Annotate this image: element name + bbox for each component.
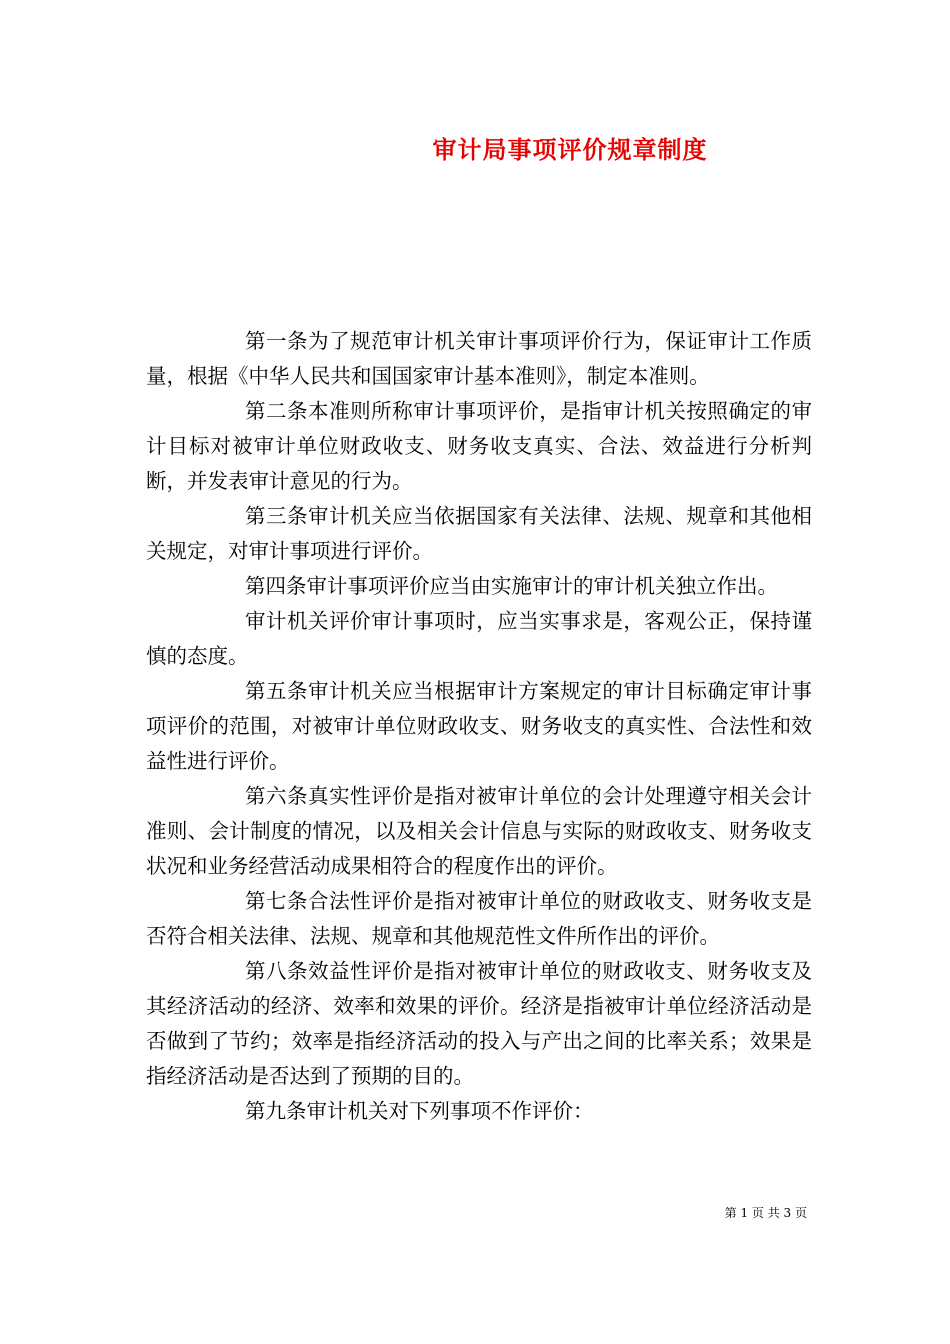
page-number-footer: 第 1 页 共 3 页 (724, 1206, 807, 1220)
paragraph-article-5: 第五条审计机关应当根据审计方案规定的审计目标确定审计事项评价的范围，对被审计单位财政收支、财务收支的真实性、合法性和效益性进行评价。 (146, 679, 812, 773)
document-body (146, 324, 812, 1129)
paragraph-article-2: 第二条本准则所称审计事项评价，是指审计机关按照确定的审计目标对被审计单位财政收支、财务收支真实、合法、效益进行分析判断，并发表审计意见的行为。 (146, 399, 812, 493)
paragraph-article-4-continued: 审计机关评价审计事项时，应当实事求是，客观公正，保持谨慎的态度。 (146, 609, 812, 668)
document-title: 审计局事项评价规章制度 (432, 135, 708, 164)
paragraph-article-4: 第四条审计事项评价应当由实施审计的审计机关独立作出。 (245, 574, 778, 598)
paragraph-article-6: 第六条真实性评价是指对被审计单位的会计处理遵守相关会计准则、会计制度的情况，以及相关会计信息与实际的财政收支、财务收支状况和业务经营活动成果相符合的程度作出的评价。 (146, 784, 812, 878)
paragraph-article-3: 第三条审计机关应当依据国家有关法律、法规、规章和其他相关规定，对审计事项进行评价。 (146, 504, 812, 563)
paragraph-article-9: 第九条审计机关对下列事项不作评价： (245, 1099, 594, 1123)
paragraph-article-7: 第七条合法性评价是指对被审计单位的财政收支、财务收支是否符合相关法律、法规、规章和其他规范性文件所作出的评价。 (146, 889, 812, 948)
paragraph-article-1: 第一条为了规范审计机关审计事项评价行为，保证审计工作质量，根据《中华人民共和国国家审计基本准则》，制定本准则。 (146, 329, 812, 388)
paragraph-article-8: 第八条效益性评价是指对被审计单位的财政收支、财务收支及其经济活动的经济、效率和效果的评价。经济是指被审计单位经济活动是否做到了节约；效率是指经济活动的投入与产出之间的比率关系；效果是指经济活动是否达到了预期的目的。 (146, 959, 812, 1088)
